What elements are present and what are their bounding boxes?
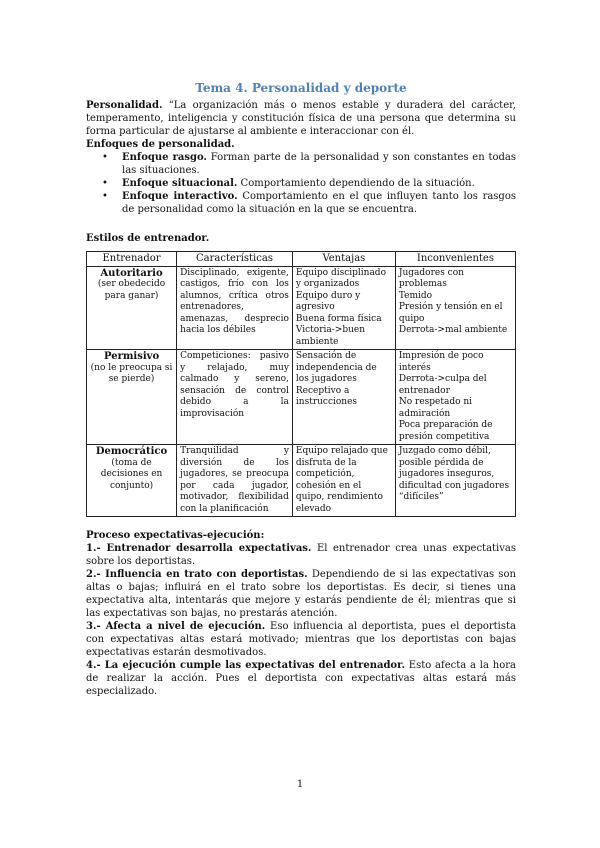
enfoque-label: Enfoque rasgo.	[122, 152, 207, 163]
document-page	[86, 81, 516, 698]
proceso-label: 3.- Afecta a nivel de ejecución.	[86, 621, 266, 632]
enfoque-text: Comportamiento dependiendo de la situación.	[240, 178, 475, 189]
enfoques-heading: Enfoques de personalidad.	[86, 139, 235, 150]
coach-note: (no le preocupa si se pierde)	[90, 362, 173, 384]
table-row	[87, 266, 516, 350]
bullet-icon: •	[102, 178, 108, 189]
page-number: 1	[296, 779, 304, 790]
estilos-heading: Estilos de entrenador.	[86, 233, 210, 244]
column-header: Entrenador	[87, 252, 177, 267]
proceso-label: 4.- La ejecución cumple las expectativas del entrenador.	[86, 660, 405, 671]
inconvenientes-cell	[395, 445, 515, 517]
caracteristicas-cell: Competiciones: pasivo y relajado, muy calmado y sereno, sensación de control debido a la improvisación	[177, 350, 293, 445]
caracteristicas-cell: Tranquilidad y diversión de los jugadores, se preocupa por cada jugador, motivador, flexibilidad con la planificación	[177, 445, 293, 517]
inconveniente-line: Jugadores con problemas	[398, 267, 464, 289]
ventaja-line: Victoria->buen ambiente	[295, 325, 366, 347]
column-header: Características	[177, 252, 293, 267]
coach-name: Permisivo	[103, 351, 160, 362]
list-item	[86, 177, 516, 190]
coach-cell	[87, 445, 177, 517]
inconveniente-line: Presión y tensión en el quipo	[398, 302, 503, 324]
ventajas-cell	[292, 266, 395, 350]
inconvenientes-cell	[395, 350, 515, 445]
inconveniente-line: Impresión de poco interés	[398, 351, 484, 373]
proceso-label: 1.- Entrenador desarrolla expectativas.	[86, 543, 312, 554]
proceso-section	[86, 529, 516, 698]
inconveniente-line: Derrota->culpa del entrenador	[398, 374, 487, 396]
proceso-text: Esto afecta a la hora de realizar la acción. Pues el deportista con expectativas altas estará más especializado.	[86, 660, 516, 697]
ventaja-line: Equipo disciplinado y organizados	[295, 267, 386, 289]
coach-cell	[87, 266, 177, 350]
proceso-item	[86, 620, 516, 659]
proceso-item	[86, 659, 516, 698]
enfoque-label: Enfoque interactivo.	[122, 191, 238, 202]
proceso-text: Eso influencia al deportista, pues el deportista con expectativas altas estará motivado; mientras que los deportistas con bajas expectativas estarán desmotivados.	[86, 621, 516, 658]
table-row	[87, 445, 516, 517]
proceso-item	[86, 568, 516, 620]
bullet-icon: •	[102, 152, 108, 163]
coach-styles-table	[86, 251, 516, 517]
coach-note: (toma de decisiones en conjunto)	[100, 457, 163, 491]
table-header-row	[87, 252, 516, 267]
ventajas-cell	[292, 350, 395, 445]
enfoque-text: Comportamiento en el que influyen tanto los rasgos de personalidad como la situación en la que se encuentra.	[122, 191, 516, 215]
proceso-label: 2.- Influencia en trato con deportistas.	[86, 569, 308, 580]
proceso-text: Dependiendo de si las expectativas son altas o bajas; influirá en el trato sobre los deportistas. Es decir, si tienes una expectativa alta, intentarás que mejore y estarás pendiente de él; mientras que si las expectativas son bajas, no prestarás atención.	[86, 569, 516, 619]
column-header: Inconvenientes	[395, 252, 515, 267]
enfoques-list	[86, 151, 516, 216]
ventaja-line: Equipo duro y agresivo	[295, 290, 361, 312]
coach-name: Democrático	[95, 446, 168, 457]
ventaja-line: Receptivo a instrucciones	[295, 385, 358, 407]
proceso-item	[86, 542, 516, 568]
inconveniente-line: Temido	[398, 290, 433, 301]
inconveniente-line: Poca preparación de presión competitiva	[398, 420, 493, 442]
proceso-heading: Proceso expectativas-ejecución:	[86, 530, 265, 541]
ventaja-line: Equipo relajado que disfruta de la competición, cohesión en el quipo, rendimiento elevado	[295, 446, 388, 514]
personalidad-text: “La organización más o menos estable y duradera del carácter, temperamento, inteligencia y constitución física de una persona que determina su forma particular de ajustarse al ambiente e interaccionar con él.	[86, 100, 516, 137]
coach-note: (ser obedecido para ganar)	[97, 279, 166, 301]
inconveniente-line: Juzgado como débil, posible pérdida de jugadores inseguros, dificultad con jugadores “difíciles”	[398, 446, 510, 502]
ventaja-line: Buena forma física	[295, 313, 382, 324]
enfoque-label: Enfoque situacional.	[122, 178, 238, 189]
list-item	[86, 190, 516, 216]
column-header: Ventajas	[292, 252, 395, 267]
ventajas-cell	[292, 445, 395, 517]
inconveniente-line: No respetado ni admiración	[398, 397, 473, 419]
page-title: Tema 4. Personalidad y deporte	[195, 81, 407, 95]
caracteristicas-cell: Disciplinado, exigente, castigos, frío con los alumnos, crítica otros entrenadores, amenazas, desprecio hacia los débiles	[177, 266, 293, 350]
inconveniente-line: Derrota->mal ambiente	[398, 325, 508, 335]
coach-cell	[87, 350, 177, 445]
proceso-text: El entrenador crea unas expectativas sobre los deportistas.	[86, 543, 516, 567]
table-row	[87, 350, 516, 445]
bullet-icon: •	[102, 191, 108, 202]
personalidad-paragraph	[86, 99, 516, 138]
personalidad-label: Personalidad.	[86, 100, 163, 111]
list-item	[86, 151, 516, 177]
coach-name: Autoritario	[100, 267, 163, 279]
enfoque-text: Forman parte de la personalidad y son constantes en todas las situaciones.	[122, 152, 516, 176]
ventaja-line: Sensación de independencia de los jugadores	[295, 351, 377, 384]
inconvenientes-cell	[395, 266, 515, 350]
